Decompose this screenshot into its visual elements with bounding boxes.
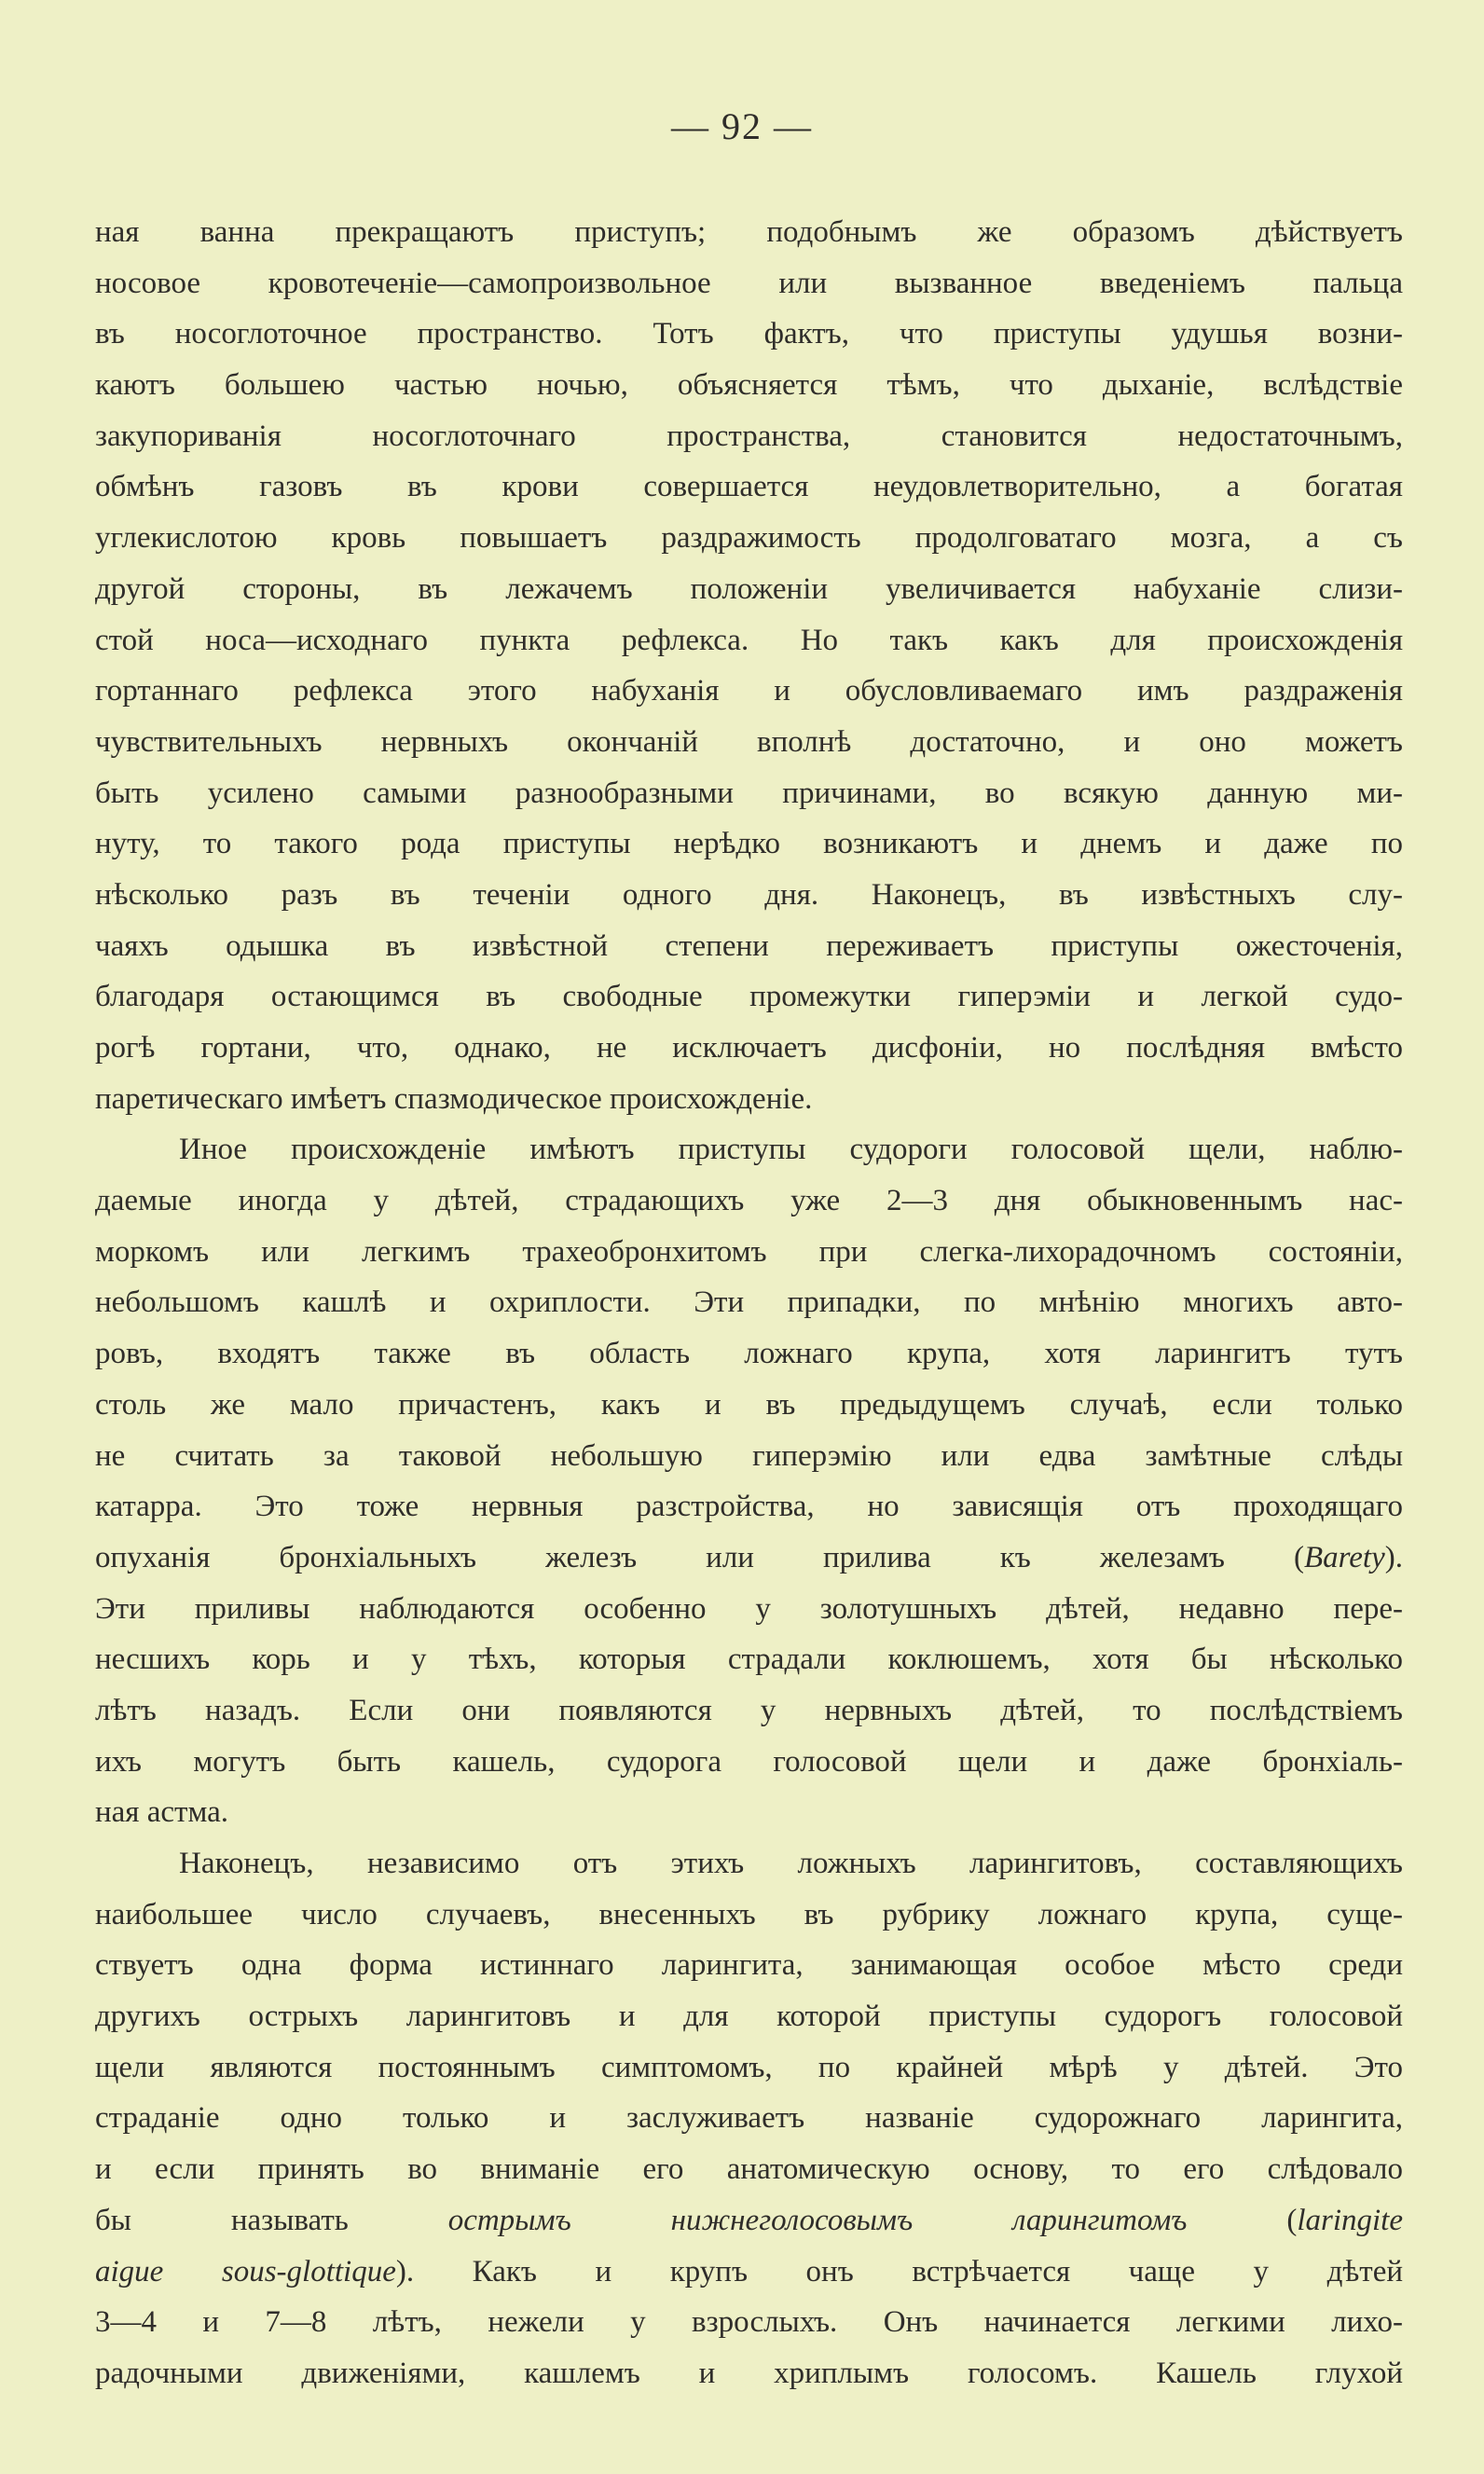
text-line: небольшомъ кашлѣ и охриплости. Эти припадки, по мнѣнію многихъ авто- (95, 1285, 1403, 1320)
text-line: въ носоглоточное пространство. Тотъ фактъ, что приступы удушья возни- (95, 317, 1403, 351)
text-line: aigue sous-glottique). Какъ и крупъ онъ встрѣчается чаще у дѣтей (95, 2254, 1403, 2288)
text-line: другихъ острыхъ ларингитовъ и для которой приступы судорогъ голосовой (95, 2000, 1403, 2034)
italic-term: aigue sous-glottique (95, 2254, 396, 2288)
text-line: ная астма. (95, 1795, 229, 1830)
text-line: щели являются постояннымъ симптомомъ, по крайней мѣрѣ у дѣтей. Это (95, 2050, 1403, 2084)
text-line: каютъ большею частью ночью, объясняется тѣмъ, что дыханіе, вслѣдствіе (95, 368, 1403, 403)
text-line: бы называть острымъ нижнеголосовымъ ларингитомъ (laringite (95, 2203, 1403, 2237)
italic-term: laringite (1297, 2203, 1403, 2237)
text-line: паретическаго имѣетъ спазмодическое происхожденіе. (95, 1081, 813, 1116)
text-line: обмѣнъ газовъ въ крови совершается неудовлетворительно, а богатая (95, 470, 1403, 504)
text-line: нуту, то такого рода приступы нерѣдко возникаютъ и днемъ и даже по (95, 827, 1403, 861)
text-line: и если принять во вниманіе его анатомическую основу, то его слѣдовало (95, 2152, 1403, 2187)
text-line: чувствительныхъ нервныхъ окончаній вполнѣ достаточно, и оно можетъ (95, 724, 1403, 759)
text-line: наибольшее число случаевъ, внесенныхъ въ рубрику ложнаго крупа, суще- (95, 1897, 1403, 1931)
text-line: ная ванна прекращаютъ приступъ; подобнымъ же образомъ дѣйствуетъ (95, 215, 1403, 249)
text-line: лѣтъ назадъ. Если они появляются у нервныхъ дѣтей, то послѣдствіемъ (95, 1693, 1403, 1727)
text-line: другой стороны, въ лежачемъ положеніи увеличивается набуханіе слизи- (95, 571, 1403, 606)
text-line: страданіе одно только и заслуживаетъ названіе судорожнаго ларингита, (95, 2101, 1403, 2136)
page-number: — 92 — (671, 105, 813, 147)
text-line: закупориванія носоглоточнаго пространства, становится недостаточнымъ, (95, 419, 1403, 453)
text-line: ствуетъ одна форма истиннаго ларингита, занимающая особое мѣсто среди (95, 1948, 1403, 1983)
text-line: стой носа—исходнаго пункта рефлекса. Но такъ какъ для происхожденія (95, 623, 1403, 657)
text-line: рогѣ гортани, что, однако, не исключаетъ дисфоніи, но послѣдняя вмѣсто (95, 1031, 1403, 1065)
text-line: углекислотою кровь повышаетъ раздражимость продолговатаго мозга, а съ (95, 521, 1403, 556)
text-line: Иное происхожденіе имѣютъ приступы судороги голосовой щели, наблю- (179, 1133, 1403, 1167)
text-line: Эти приливы наблюдаются особенно у золотушныхъ дѣтей, недавно пере- (95, 1591, 1403, 1626)
text-line: гортаннаго рефлекса этого набуханія и обусловливаемаго имъ раздраженія (95, 674, 1403, 708)
text-line: столь же мало причастенъ, какъ и въ предыдущемъ случаѣ, если только (95, 1387, 1403, 1422)
italic-term: Barety (1304, 1540, 1385, 1574)
body-text (95, 207, 1403, 2399)
text-line: Наконецъ, независимо отъ этихъ ложныхъ ларингитовъ, составляющихъ (179, 1847, 1403, 1880)
text-line: носовое кровотеченіе—самопроизвольное или вызванное введеніемъ пальца (95, 266, 1403, 300)
text-line: несшихъ корь и у тѣхъ, которыя страдали коклюшемъ, хотя бы нѣсколько (95, 1642, 1403, 1677)
text-line: 3—4 и 7—8 лѣтъ, нежели у взрослыхъ. Онъ начинается легкими лихо- (95, 2305, 1403, 2340)
text-line: даемые иногда у дѣтей, страдающихъ уже 2—3 дня обыкновеннымъ нас- (95, 1184, 1403, 1218)
italic-term: острымъ нижнеголосовымъ ларингитомъ (447, 2203, 1188, 2237)
text-line: ровъ, входятъ также въ область ложнаго крупа, хотя ларингитъ тутъ (95, 1337, 1403, 1371)
text-line: опуханія бронхіальныхъ железъ или прилива къ железамъ (Barety). (95, 1540, 1403, 1574)
text-line: катарра. Это тоже нервныя разстройства, но зависящія отъ проходящаго (95, 1490, 1403, 1524)
text-line: нѣсколько разъ въ теченіи одного дня. Наконецъ, въ извѣстныхъ слу- (95, 877, 1403, 912)
text-line: благодаря остающимся въ свободные промежутки гиперэміи и легкой судо- (95, 980, 1403, 1014)
text-line: радочными движеніями, кашлемъ и хриплымъ голосомъ. Кашель глухой (95, 2356, 1403, 2390)
text-line: не считать за таковой небольшую гиперэмію или едва замѣтные слѣды (95, 1438, 1403, 1473)
text-line: моркомъ или легкимъ трахеобронхитомъ при слегка-лихорадочномъ состояніи, (95, 1234, 1403, 1269)
text-line: чаяхъ одышка въ извѣстной степени переживаетъ приступы ожесточенія, (95, 928, 1403, 963)
text-line: ихъ могутъ быть кашель, судорога голосовой щели и даже бронхіаль- (95, 1744, 1403, 1779)
text-line: быть усилено самыми разнообразными причинами, во всякую данную ми- (95, 776, 1403, 810)
